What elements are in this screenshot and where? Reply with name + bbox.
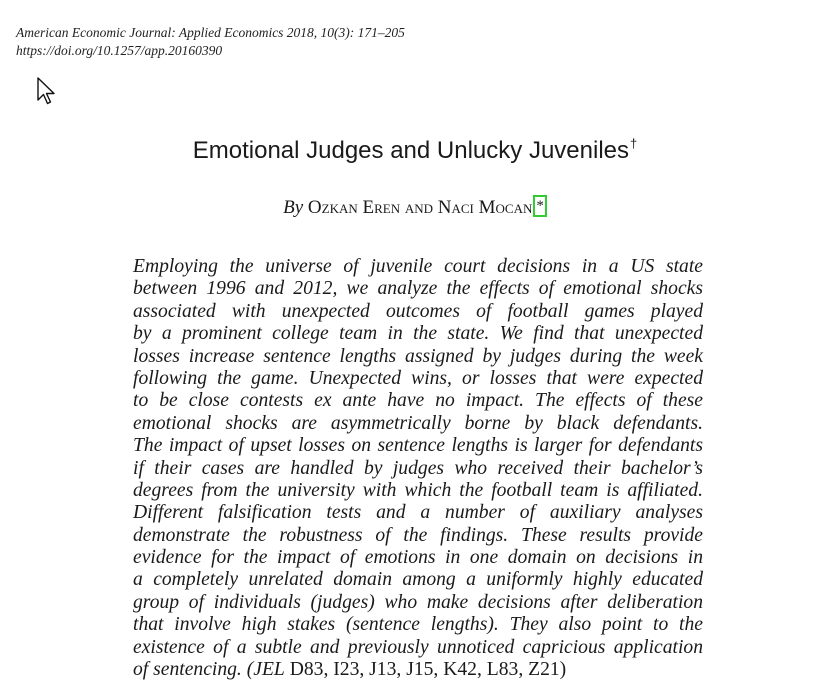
abstract-line: following the game. Unexpected wins, or losses that were expected <box>133 367 703 389</box>
paper-title-text: Emotional Judges and Unlucky Juveniles <box>192 137 629 164</box>
abstract-line: degrees from the university with which the football team is affiliated. <box>133 479 703 501</box>
abstract <box>133 256 703 681</box>
mouse-pointer-icon <box>36 76 58 108</box>
abstract-line: between 1996 and 2012, we analyze the effects of emotional shocks <box>133 278 703 300</box>
abstract-line: Different falsification tests and a number of auxiliary analyses <box>133 502 703 524</box>
title-footnote-mark: † <box>630 136 638 151</box>
abstract-line: existence of a subtle and previously unnoticed capricious application <box>133 636 703 658</box>
abstract-line: group of individuals (judges) who make decisions after deliberation <box>133 591 703 613</box>
abstract-line: demonstrate the robustness of the findings. These results provide <box>133 524 703 546</box>
abstract-line: The impact of upset losses on sentence lengths is larger for defendants <box>133 435 703 457</box>
abstract-line: evidence for the impact of emotions in one domain on decisions in <box>133 547 703 569</box>
abstract-last-line-text: of sentencing. ( <box>133 659 254 681</box>
abstract-line: by a prominent college team in the state. We find that unexpected <box>133 323 703 345</box>
abstract-line: associated with unexpected outcomes of football games played <box>133 300 703 322</box>
abstract-line: if their cases are handled by judges who received their bachelor’s <box>133 457 703 479</box>
author-byline <box>0 195 830 219</box>
byline-prefix: By <box>283 197 304 218</box>
abstract-line: a completely unrelated domain among a uniformly highly educated <box>133 569 703 591</box>
abstract-line: losses increase sentence lengths assigned by judges during the week <box>133 345 703 367</box>
abstract-line: to be close contests ex ante have no impact. The effects of these <box>133 390 703 412</box>
abstract-line: emotional shocks are asymmetrically borne by black defendants. <box>133 412 703 434</box>
journal-citation: American Economic Journal: Applied Economics 2018, 10(3): 171–205 <box>16 25 405 40</box>
journal-header <box>16 24 405 60</box>
author-footnote-mark[interactable]: * <box>533 195 547 217</box>
paper-title <box>0 136 830 165</box>
abstract-line: Employing the universe of juvenile court decisions in a US state <box>133 256 703 277</box>
abstract-line: that involve high stakes (sentence lengths). They also point to the <box>133 614 703 636</box>
abstract-last-line <box>133 659 703 681</box>
jel-codes: D83, I23, J13, J15, K42, L83, Z21) <box>284 659 567 681</box>
journal-doi: https://doi.org/10.1257/app.20160390 <box>16 43 223 58</box>
author-names: Ozkan Eren and Naci Mocan <box>307 197 533 218</box>
jel-label: JEL <box>253 659 285 681</box>
